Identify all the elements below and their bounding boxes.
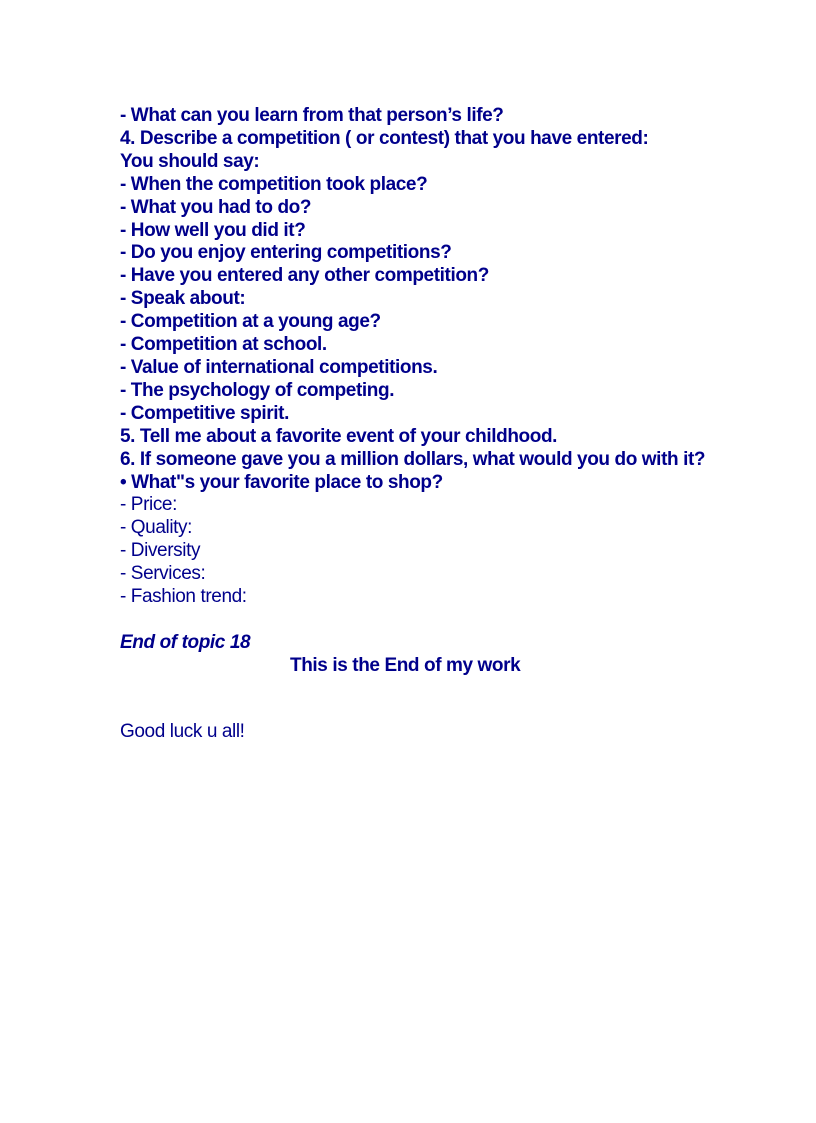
document-page xyxy=(120,105,710,744)
question-line: - When the competition took place? xyxy=(120,173,428,195)
question-line: - What can you learn from that person’s life? xyxy=(120,105,504,126)
question-heading: 6. If someone gave you a million dollars, what would you do with it? xyxy=(120,448,706,470)
question-heading: 4. Describe a competition ( or contest) that you have entered: xyxy=(120,127,649,149)
end-work-label: This is the End of my work xyxy=(290,654,521,676)
question-line: - Do you enjoy entering competitions? xyxy=(120,242,452,264)
list-item: - Fashion trend: xyxy=(120,586,247,608)
closing-text: Good luck u all! xyxy=(120,720,245,742)
spacer xyxy=(120,678,710,721)
list-item: - Services: xyxy=(120,563,206,585)
question-line: - Competition at a young age? xyxy=(120,311,381,333)
question-line: - What you had to do? xyxy=(120,196,312,218)
end-topic-label: End of topic 18 xyxy=(120,631,251,653)
question-line: - Competition at school. xyxy=(120,334,327,356)
question-line: You should say: xyxy=(120,150,260,172)
list-item: - Quality: xyxy=(120,517,193,539)
question-line: - Competitive spirit. xyxy=(120,402,289,424)
question-line: - Have you entered any other competition? xyxy=(120,265,489,287)
question-heading: • What"s your favorite place to shop? xyxy=(120,471,443,493)
question-line: - How well you did it? xyxy=(120,219,306,241)
question-line: - The psychology of competing. xyxy=(120,379,395,401)
list-item: - Diversity xyxy=(120,540,201,562)
question-line: - Value of international competitions. xyxy=(120,356,438,378)
list-item: - Price: xyxy=(120,494,177,516)
spacer xyxy=(120,609,710,632)
question-heading: 5. Tell me about a favorite event of your childhood. xyxy=(120,425,558,447)
question-line: - Speak about: xyxy=(120,288,246,310)
